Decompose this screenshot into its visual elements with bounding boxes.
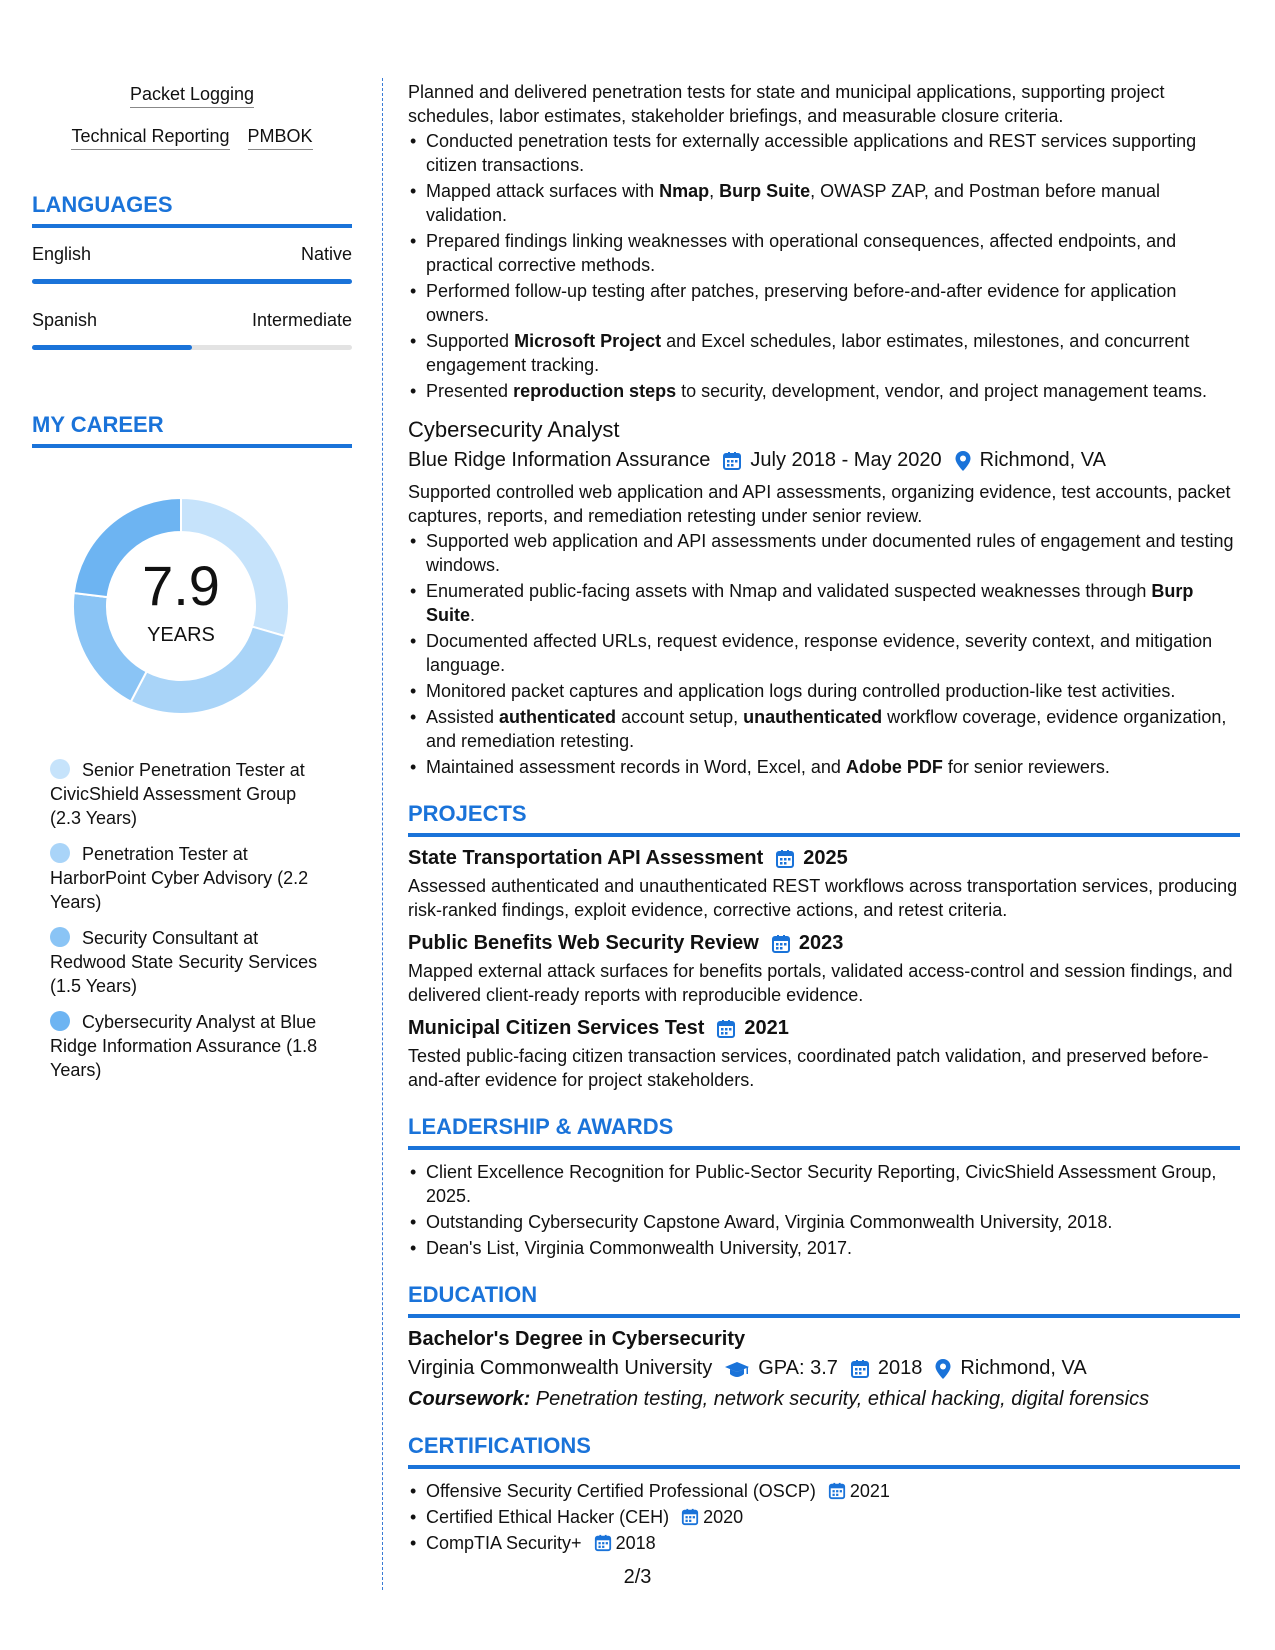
language-level-bar: [32, 279, 352, 284]
language-name: English: [32, 244, 92, 264]
language-item: [32, 310, 352, 350]
career-total-years: 7.9: [142, 553, 220, 617]
education-year: 2018: [877, 1357, 923, 1379]
bullet-item: • Presented reproduction steps to security, development, vendor, and project management teams.: [408, 379, 1240, 403]
language-level: Intermediate: [251, 310, 352, 330]
education-location: Richmond, VA: [960, 1357, 1087, 1379]
bullet-item: • Prepared findings linking weaknesses with operational consequences, affected endpoints, and practical corrective methods.: [408, 229, 1240, 277]
career-donut-chart: [65, 490, 297, 722]
language-level: Native: [300, 244, 352, 264]
project-item: [408, 1017, 1240, 1092]
awards-list: [408, 1160, 1240, 1260]
skill-tag: Technical Reporting: [71, 126, 229, 150]
legend-dot: [50, 1011, 70, 1031]
project-name: State Transportation API Assessment: [408, 847, 764, 869]
skill-tag: Packet Logging: [130, 84, 254, 108]
project-description: Tested public-facing citizen transaction services, coordinated patch validation, and preserved before-and-after evidence for project stakeholders.: [408, 1046, 1209, 1090]
languages-title: LANGUAGES: [32, 192, 352, 228]
bullet-item: • Assisted authenticated account setup, unauthenticated workflow coverage, evidence organization, and remediation retesting.: [408, 705, 1240, 753]
calendar-icon: [771, 934, 791, 954]
education-title: EDUCATION: [408, 1282, 1240, 1318]
language-item: [32, 244, 352, 284]
skills-tags: [32, 84, 352, 150]
career-title: MY CAREER: [32, 412, 352, 448]
legend-dot: [50, 759, 70, 779]
job-location: Richmond, VA: [979, 449, 1106, 471]
page-number: 2/3: [623, 1566, 652, 1588]
bullet-item: • Documented affected URLs, request evidence, response evidence, severity context, and mitigation language.: [408, 629, 1240, 677]
bullet-item: • Mapped attack surfaces with Nmap, Burp Suite, OWASP ZAP, and Postman before manual validation.: [408, 179, 1240, 227]
career-legend-label: Senior Penetration Tester at CivicShield Assessment Group (2.3 Years): [50, 760, 305, 828]
calendar-icon: [850, 1359, 870, 1379]
calendar-icon: [681, 1508, 699, 1526]
bullet-item: • Maintained assessment records in Word, Excel, and Adobe PDF for senior reviewers.: [408, 755, 1240, 779]
job-title: Cybersecurity Analyst: [408, 417, 620, 442]
language-level-fill: [32, 345, 192, 350]
education-school: Virginia Commonwealth University: [408, 1357, 713, 1379]
language-level-fill: [32, 279, 352, 284]
skill-row: [32, 84, 352, 108]
bullet-item: • Dean's List, Virginia Commonwealth University, 2017.: [408, 1236, 1240, 1260]
experience-summary: Planned and delivered penetration tests for state and municipal applications, supporting project schedules, labor estimates, stakeholder briefings, and measurable closure criteria.: [408, 82, 1165, 126]
right-column: [408, 80, 1240, 1557]
project-description: Mapped external attack surfaces for benefits portals, validated access-control and session findings, and delivered client-ready reports with reproducible evidence.: [408, 961, 1233, 1005]
calendar-icon: [828, 1482, 846, 1500]
project-year: 2025: [803, 847, 848, 869]
certification-name: • CompTIA Security+: [426, 1533, 582, 1553]
bullet-item: • Conducted penetration tests for externally accessible applications and REST services supporting citizen transactions.: [408, 129, 1240, 177]
language-level-bar: [32, 345, 352, 350]
job-dates: July 2018 - May 2020: [750, 449, 942, 471]
calendar-icon: [775, 849, 795, 869]
language-name: Spanish: [32, 310, 98, 330]
coursework-label: Coursework:: [408, 1388, 531, 1410]
legend-dot: [50, 843, 70, 863]
project-year: 2023: [798, 932, 844, 954]
coursework-text: Penetration testing, network security, ethical hacking, digital forensics: [530, 1388, 1150, 1410]
projects-list: [408, 847, 1240, 1092]
project-header: [408, 932, 1240, 955]
location-pin-icon: [954, 450, 972, 472]
certification-item: [408, 1479, 1240, 1503]
career-legend-label: Security Consultant at Redwood State Security Services (1.5 Years): [50, 928, 318, 996]
skill-row: [32, 126, 352, 150]
certifications-list: [408, 1479, 1240, 1555]
project-item: [408, 847, 1240, 922]
project-header: [408, 847, 1240, 870]
left-column: [32, 84, 352, 1094]
education-gpa: GPA: 3.7: [758, 1357, 838, 1379]
project-name: Municipal Citizen Services Test: [408, 1017, 705, 1039]
certification-year: 2020: [703, 1507, 744, 1527]
bullet-item: • Outstanding Cybersecurity Capstone Award, Virginia Commonwealth University, 2018.: [408, 1210, 1240, 1234]
career-legend-label: Penetration Tester at HarborPoint Cyber Advisory (2.2 Years): [50, 844, 309, 912]
job-company: Blue Ridge Information Assurance: [408, 449, 711, 471]
certification-name: • Certified Ethical Hacker (CEH): [426, 1507, 670, 1527]
column-divider: [382, 78, 383, 1590]
career-legend-item: [50, 758, 352, 830]
career-legend-item: [50, 926, 352, 998]
certification-year: 2021: [849, 1481, 890, 1501]
job-summary: Supported controlled web application and API assessments, organizing evidence, test accounts, packet captures, reports, and remediation retesting under senior review.: [408, 482, 1231, 526]
job-bullets: [408, 529, 1240, 779]
certification-year: 2018: [615, 1533, 656, 1553]
experience-bullets: [408, 129, 1240, 403]
certification-item: [408, 1531, 1240, 1555]
project-description: Assessed authenticated and unauthenticated REST workflows across transportation services, producing risk-ranked findings, exploit evidence, corrective actions, and retest criteria.: [408, 876, 1238, 920]
career-legend: [32, 758, 352, 1082]
career-total-unit: YEARS: [147, 623, 215, 646]
skill-tag: PMBOK: [248, 126, 313, 150]
bullet-item: • Monitored packet captures and application logs during controlled production-like test activities.: [408, 679, 1240, 703]
project-header: [408, 1017, 1240, 1040]
awards-title: LEADERSHIP & AWARDS: [408, 1114, 1240, 1150]
certification-name: • Offensive Security Certified Professional (OSCP): [426, 1481, 816, 1501]
graduation-cap-icon: [724, 1359, 750, 1379]
education-meta: [408, 1357, 1240, 1380]
calendar-icon: [716, 1019, 736, 1039]
bullet-item: • Client Excellence Recognition for Public-Sector Security Reporting, CivicShield Assessment Group, 2025.: [408, 1160, 1240, 1208]
career-legend-item: [50, 842, 352, 914]
project-year: 2021: [744, 1017, 789, 1039]
project-item: [408, 932, 1240, 1007]
calendar-icon: [594, 1534, 612, 1552]
job-meta: [408, 449, 1240, 472]
certifications-title: CERTIFICATIONS: [408, 1433, 1240, 1469]
certification-item: [408, 1505, 1240, 1529]
education-degree: Bachelor's Degree in Cybersecurity: [408, 1328, 746, 1350]
education-coursework: [408, 1388, 1240, 1411]
project-name: Public Benefits Web Security Review: [408, 932, 759, 954]
bullet-item: • Supported Microsoft Project and Excel schedules, labor estimates, milestones, and concurrent engagement tracking.: [408, 329, 1240, 377]
bullet-item: • Supported web application and API assessments under documented rules of engagement and testing windows.: [408, 529, 1240, 577]
career-legend-label: Cybersecurity Analyst at Blue Ridge Information Assurance (1.8 Years): [50, 1012, 318, 1080]
calendar-icon: [722, 451, 742, 471]
bullet-item: • Enumerated public-facing assets with Nmap and validated suspected weaknesses through Burp Suite.: [408, 579, 1240, 627]
projects-title: PROJECTS: [408, 801, 1240, 837]
languages-list: [32, 244, 352, 350]
bullet-item: • Performed follow-up testing after patches, preserving before-and-after evidence for application owners.: [408, 279, 1240, 327]
location-pin-icon: [934, 1358, 952, 1380]
career-legend-item: [50, 1010, 352, 1082]
legend-dot: [50, 927, 70, 947]
